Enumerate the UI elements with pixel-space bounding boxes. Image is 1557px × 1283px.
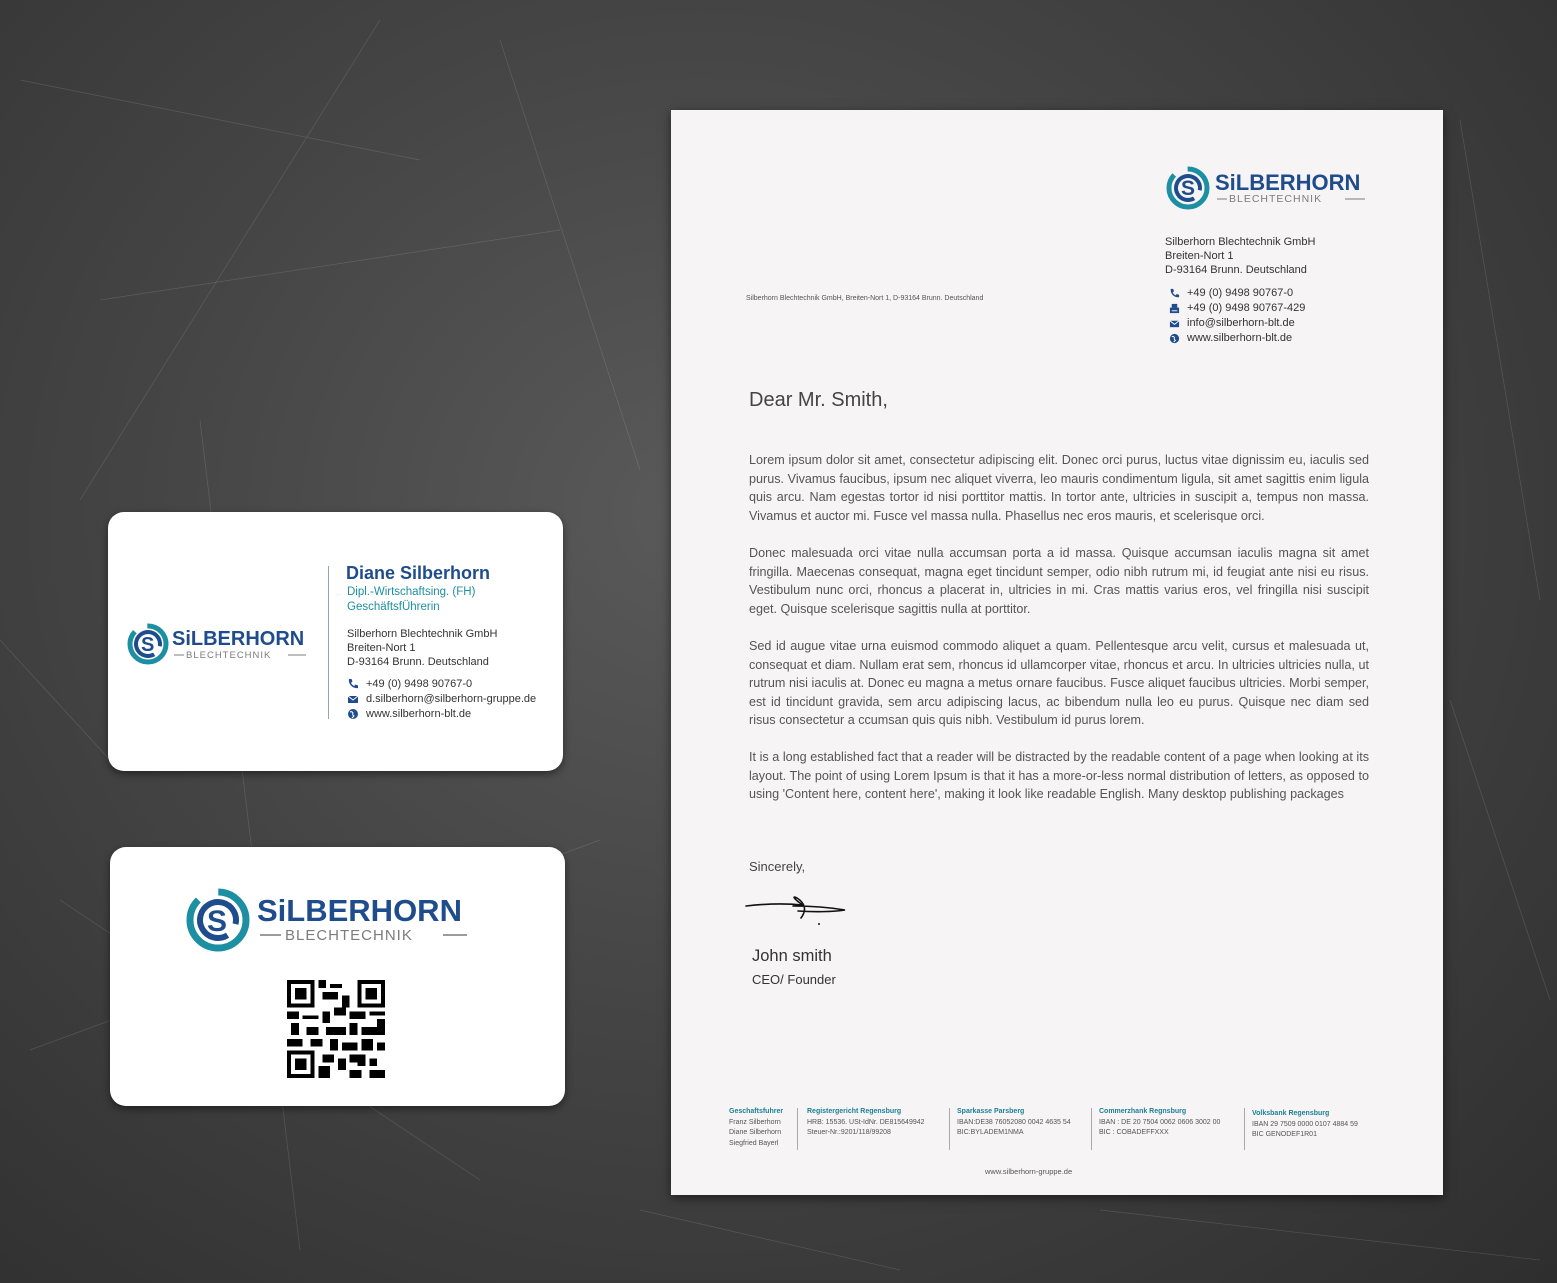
business-card-front [108,512,563,771]
card-street: Breiten-Nort 1 [347,642,416,654]
svg-text:S: S [1181,177,1196,200]
card-email-text: d.silberhorn@silberhorn-gruppe.de [366,693,537,705]
signer-title: CEO/ Founder [752,972,836,987]
phone-icon [347,678,359,690]
letter-fax-text: +49 (0) 9498 90767-429 [1187,302,1306,314]
person-degree: Dipl.-Wirtschaftsing. (FH) [347,586,476,598]
globe-icon [347,708,359,720]
letterhead-page [671,110,1443,1195]
letter-salutation: Dear Mr. Smith, [749,389,888,411]
letter-sender-address [1165,235,1315,277]
business-card-back [110,847,565,1106]
footer-bank-2 [1099,1107,1220,1139]
card-company: Silberhorn Blechtechnik GmbH [347,628,498,640]
letter-paragraph-2: Donec malesuada orci vitae nulla accumsan porta a id massa. Quisque accumsan iaculis magna sit amet fringilla. Maecenas consequat, magna eget tincidunt semper, odio nibh rutrum mi, id feugiat ante nisi eu risus. Vestibulum nunc orci, rhoncus a placerat in, ultricies in mi. Cras mattis varius eros, vel fringilla nisi suscipit eget. Quisque scelerisque sagittis nulla at porttitor. [749,546,1369,616]
footer-heading: Volksbank Regensburg [1252,1110,1330,1117]
footer-divider [797,1108,798,1150]
footer-heading: Geschaftsfuhrer [729,1108,784,1115]
footer-bank-3 [1252,1109,1358,1141]
letter-phone-text: +49 (0) 9498 90767-0 [1187,287,1294,299]
card-phone-text: +49 (0) 9498 90767-0 [366,678,473,690]
person-name: Diane Silberhorn [346,563,491,583]
card-web-text: www.silberhorn-blt.de [366,708,472,720]
footer-line: IBAN 29 7509 0000 0107 4884 59 [1252,1120,1358,1128]
footer-line: BIC : COBADEFFXXX [1099,1129,1169,1136]
svg-text:SiLBERHORN: SiLBERHORN [1215,170,1361,195]
letter-city: D-93164 Brunn. Deutschland [1165,264,1307,276]
footer-divider [1091,1108,1092,1150]
footer-heading: Registergericht Regensburg [807,1108,902,1115]
mail-icon [347,693,359,705]
footer-line: BIC GENODEF1R01 [1252,1131,1317,1138]
card-divider [328,566,329,719]
footer-heading: Sparkasse Parsberg [957,1108,1025,1115]
letter-web [1169,332,1292,344]
mail-icon [1169,318,1180,329]
svg-text:BLECHTECHNIK: BLECHTECHNIK [186,650,272,661]
qr-code-icon [287,980,385,1078]
footer-line: Franz Silberhorn [729,1118,781,1126]
card-phone [347,678,472,690]
svg-text:S: S [141,634,155,656]
person-position: GeschäftsfÜhrerin [347,601,440,613]
footer-line: Diane Silberhorn [729,1129,782,1136]
globe-icon [1169,333,1180,344]
footer-managers [729,1107,783,1149]
letter-company: Silberhorn Blechtechnik GmbH [1165,236,1316,248]
footer-line: IBAN : DE 20 7504 0062 0606 3002 00 [1099,1118,1221,1126]
signer-name: John smith [752,947,832,965]
letter-email-text: info@silberhorn-blt.de [1187,317,1295,329]
footer-register [807,1107,925,1139]
card-web [347,708,471,720]
svg-text:BLECHTECHNIK: BLECHTECHNIK [285,927,413,944]
footer-line: IBAN:DE38 76052080 0042 4635 54 [957,1118,1071,1126]
letter-fax [1169,302,1305,314]
card-city: D-93164 Brunn. Deutschland [347,656,489,668]
footer-bank-1 [957,1107,1071,1139]
return-address-line: Silberhorn Blechtechnik GmbH, Breiten-Nort 1, D-93164 Brunn. Deutschland [746,295,984,302]
footer-line: Siegfried Bayerl [729,1139,779,1147]
handwritten-signature-icon [743,890,853,930]
company-logo-large [185,887,475,953]
phone-icon [1169,288,1180,299]
s-swirl-logo-icon [130,626,166,662]
s-swirl-logo-icon [190,892,246,948]
svg-text:SiLBERHORN: SiLBERHORN [172,628,305,650]
card-email [347,693,536,705]
footer-line: Steuer-Nr.:9201/118/99208 [807,1129,891,1136]
footer-url: www.silberhorn-gruppe.de [985,1167,1073,1176]
letter-paragraph-3: Sed id augue vitae urna euismod commodo aliquet a quam. Pellentesque arcu velit, cursus et malesuada ut, consequat et diam. Nullam erat sem, rhoncus id ullamcorper vitae, rhoncus et arcu. In ultricies ultricies nulla, ut rutrum nisi iaculis at. Donec eu magna a metus ornare faucibus. Fusce aliquet faucibus ultricies. Morbi semper, est id tincidunt gravida, sem arcu adipiscing lacus, ac bibendum nulla leo eu purus. Quisque nec diam sed risus consectetur a ccumsan quis quis nibh. Vestibulum id purus lorem. [749,639,1369,727]
footer-heading: Commerzhank Regnsburg [1099,1108,1187,1115]
company-logo [126,621,316,669]
fax-icon [1169,303,1180,314]
letter-street: Breiten-Nort 1 [1165,250,1234,262]
letter-closing: Sincerely, [749,859,806,874]
letter-paragraph-4: It is a long established fact that a reader will be distracted by the readable content of a page when looking at its layout. The point of using Lorem Ipsum is that it has a more-or-less normal distribution of letters, as opposed to using 'Content here, content here', making it look like readable English. Many desktop publishing packages [749,750,1369,801]
letter-company-logo [1165,164,1375,214]
footer-line: BIC:BYLADEM1NMA [957,1129,1024,1136]
footer-line: HRB: 15536. USt-IdNr. DE815649942 [807,1118,925,1126]
svg-text:SiLBERHORN: SiLBERHORN [257,893,462,928]
footer-divider [949,1108,950,1150]
footer-divider [1244,1108,1245,1150]
letter-phone [1169,287,1293,299]
s-swirl-logo-icon [1169,169,1207,207]
svg-text:S: S [207,905,228,938]
letter-paragraph-1: Lorem ipsum dolor sit amet, consectetur adipiscing elit. Donec orci purus, luctus vitae dignissim eu, iaculis sed purus. Vivamus faucibus, ipsum nec aliquet viverra, leo mauris condimentum ligula, sit amet sagittis enim ligula quis arcu. Nam egestas tortor id nisi porttitor mattis. In tortor ante, ultricies in suscipit a, tempus non massa. Vivamus et auctor mi. Fusce vel massa nulla. Phasellus nec eros mauris, et scelerisque orci. [749,453,1369,523]
svg-text:BLECHTECHNIK: BLECHTECHNIK [1229,193,1323,205]
letter-email [1169,317,1295,329]
letter-web-text: www.silberhorn-blt.de [1187,332,1293,344]
